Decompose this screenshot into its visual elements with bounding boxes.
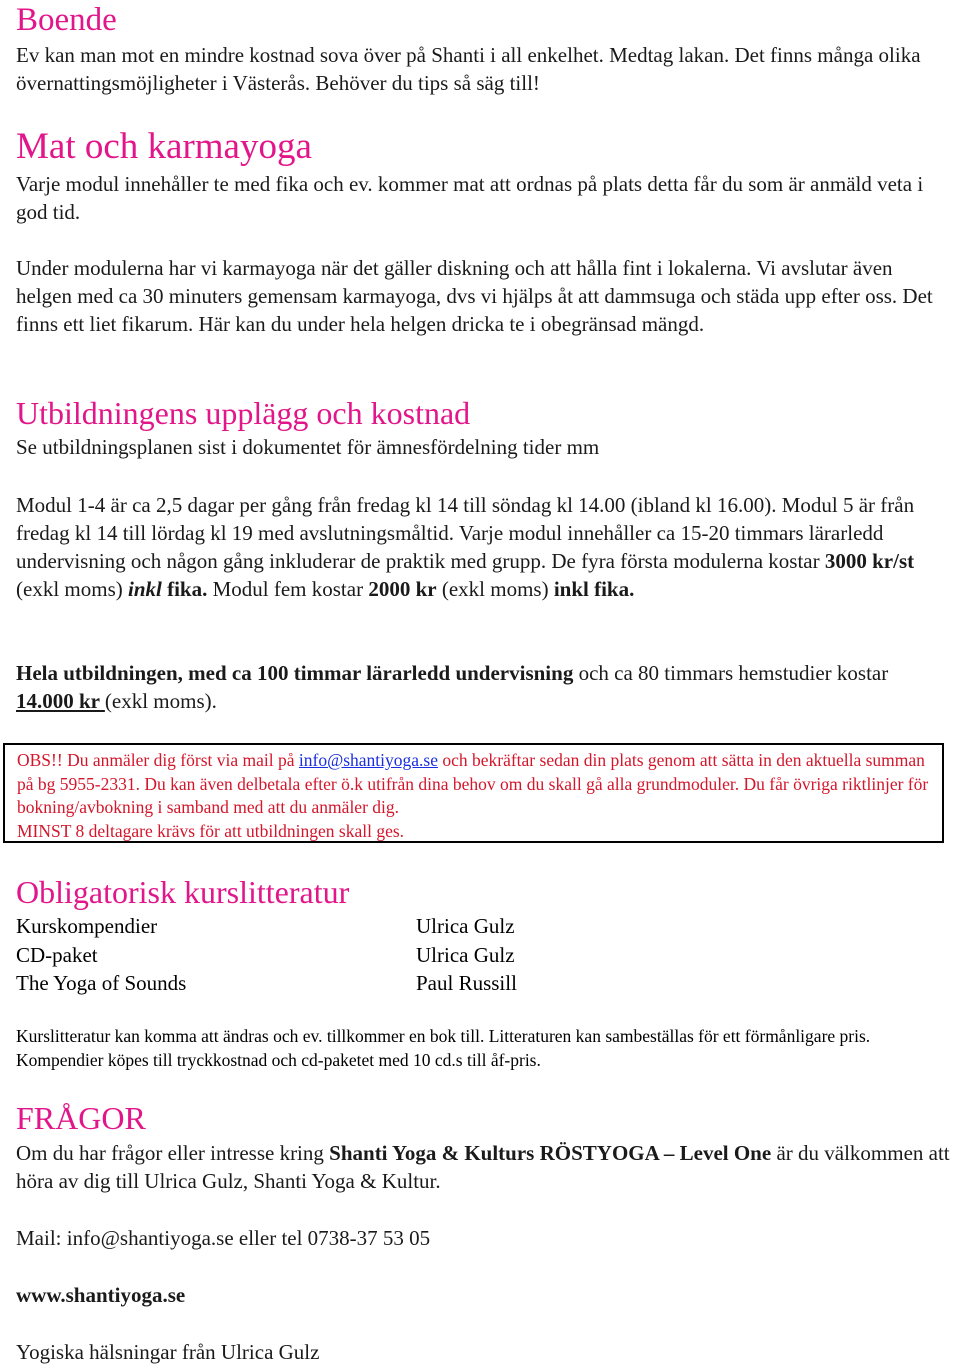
literature-title: CD-paket [16,942,98,967]
greeting: Yogiska hälsningar från Ulrica Gulz [16,1340,320,1364]
literature-author: Ulrica Gulz [416,914,515,938]
paragraph-moduler-kostnad [16,491,951,603]
text-span: (exkl moms) [16,577,128,601]
minimum-participants-note: MINST 8 deltagare krävs för att utbildningen skall ges. [17,820,405,841]
text-span: Om du har frågor eller intresse kring [16,1141,330,1165]
paragraph-utbildningsplan: Se utbildningsplanen sist i dokumentet för ämnesfördelning tider mm [16,435,600,459]
literature-author: Ulrica Gulz [416,942,515,967]
list-item [16,912,716,941]
literature-title: Kurskompendier [16,914,158,938]
text-span: (exkl moms). [104,689,217,713]
heading-boende: Boende [16,2,117,38]
price-per-module: 3000 kr/st [824,549,915,573]
literature-list [16,912,716,998]
heading-kurslitteratur: Obligatorisk kurslitteratur [16,874,350,910]
total-price: 14.000 kr [16,689,105,713]
text-span: Modul 1-4 är ca 2,5 dagar per gång från fredag kl 14 till söndag kl 14.00 (ibland kl 16.00). Modul 5 är från fredag kl 14 till lördag kl 19 med avslutningsmåltid. Varje modul innehåller ca 15-20 timmars lärarledd undervisning och någon gång inkluderar de praktik med grupp. De fyra första modulerna kostar [16,493,915,573]
total-summary-bold: Hela utbildningen, med ca 100 timmar lärarledd undervisning [16,661,574,685]
paragraph-boende: Ev kan man mot en mindre kostnad sova över på Shanti i all enkelhet. Medtag lakan. Det finns många olika övernattingsmöjligheter i Västerås. Behöver du tips så säg till! [16,43,921,95]
paragraph-mat-1: Varje modul innehåller te med fika och ev. kommer mat att ordnas på plats detta får du som är anmäld veta i god tid. [16,172,924,224]
list-item [16,941,716,970]
obs-notice-box [3,743,944,843]
literature-title: The Yoga of Sounds [16,971,187,995]
literature-note: Kurslitteratur kan komma att ändras och ev. tillkommer en bok till. Litteraturen kan sambeställas för ett förmånligare pris. Kompendier köpes till tryckkostnad och cd-paketet med 10 cd.s till åf-pris. [16,1026,871,1070]
inkl-fika-emphasis: inkl fika. [553,577,635,601]
heading-mat-och-karmayoga: Mat och karmayoga [16,126,312,167]
paragraph-hela-utbildningen [16,659,951,715]
paragraph-fragor [16,1139,951,1195]
text-span: och ca 80 timmars hemstudier kostar [573,661,889,685]
obs-text-rest: och bekräftar sedan din plats genom att sätta in den aktuella summan på bg 5955-2331. Du kan även delbetala efter ö.k utifrån dina behov om du skall gå alla grundmoduler. Du får övriga riktlinjer för bokning/avbokning i samband med att du anmäler dig. [17,750,929,817]
obs-text: OBS!! Du anmäler dig först via mail på [17,750,299,770]
course-name: Shanti Yoga & Kulturs RÖSTYOGA – Level One [329,1141,772,1165]
contact-line: Mail: info@shantiyoga.se eller tel 0738-37 53 05 [16,1226,431,1250]
heading-fragor: FRÅGOR [16,1100,146,1136]
website-link[interactable]: www.shantiyoga.se [16,1283,186,1307]
email-link[interactable]: info@shantiyoga.se [298,750,438,770]
price-module-five: 2000 kr [368,577,437,601]
literature-author: Paul Russill [416,971,517,995]
fika-emphasis: fika. [161,577,208,601]
list-item [16,969,716,998]
text-span: Modul fem kostar [207,577,369,601]
paragraph-mat-2: Under modulerna har vi karmayoga när det gäller diskning och att hålla fint i lokalerna. Vi avslutar även helgen med ca 30 minuters gemensam karmayoga, dvs vi hjälps åt att dammsuga och städa upp efter oss. Det finns ett liet fikarum. Här kan du under hela helgen dricka te i obegränsad mängd. [16,256,933,336]
text-span: är du välkommen att höra av dig till Ulrica Gulz, Shanti Yoga & Kultur. [16,1141,950,1193]
inkl-emphasis: inkl [127,577,162,601]
text-span: (exkl moms) [436,577,554,601]
heading-utbildningens-upplagg: Utbildningens upplägg och kostnad [16,395,471,431]
